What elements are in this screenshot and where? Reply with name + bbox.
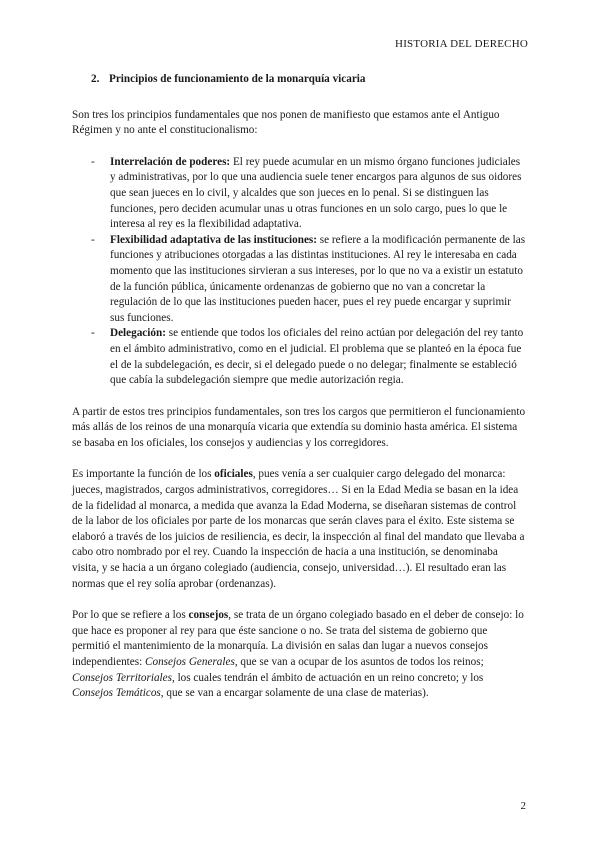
principle-term: Flexibilidad adaptativa de las instituciones: xyxy=(110,233,317,246)
section-heading xyxy=(91,72,526,88)
principle-text: se entiende que todos los oficiales del reino actúan por delegación del rey tanto en el ámbito administrativo, como en el judicial. El problema que se planteó en la época fue el de la subdelegación, es decir, si el delegado puede o no delegar; finalmente se estableció que cabía la subdelegación siempre que medie autorización regia. xyxy=(110,327,524,387)
list-item xyxy=(72,326,526,388)
consejos-text-1: , se trata de un órgano colegiado basado en el deber de consejo: lo que hace es proponer al rey para que éste sancione o no. Se trata del sistema de gobierno que permitió el mantenimiento de la monarquía. La división en salas dan lugar a nuevos consejos independientes: xyxy=(72,609,524,668)
page-content xyxy=(72,72,526,718)
principles-list xyxy=(72,155,526,389)
consejos-term: consejos xyxy=(188,609,229,622)
consejos-text-before: Por lo que se refiere a los xyxy=(72,609,189,622)
oficiales-paragraph xyxy=(72,467,526,592)
list-dash: - xyxy=(91,327,95,340)
list-item xyxy=(72,233,526,327)
list-item xyxy=(72,155,526,233)
page-number: 2 xyxy=(520,800,526,812)
oficiales-text-after: , pues venía a ser cualquier cargo delegado del monarca: jueces, magistrados, cargos administrativos, corregidores… Si en la Edad Media se basan en la idea de la fidelidad al monarca, a medida que avanza la Edad Moderna, se diseñaran sistemas de control de la labor de los oficiales por parte de los monarcas que serán claves para el éxito. Este sistema se elaboró a través de los juicios de resiliencia, es decir, la inspección al final del mandato que llevaba a cabo otro nombrado por el rey. Cuando la inspección de hacia a una institución, se denominaba visita, y se hacia a un órgano colegiado (audiencia, consejo, universidad…). El resultado eran las normas que el rey solía aprobar (ordenanzas). xyxy=(72,468,525,590)
consejos-text-3: los cuales tendrán el ámbito de actuación en un reino concreto; y los xyxy=(174,671,484,684)
list-dash: - xyxy=(91,233,95,246)
principle-term: Delegación: xyxy=(110,327,166,340)
running-header: HISTORIA DEL DERECHO xyxy=(395,38,528,50)
consejos-generales: Consejos Generales xyxy=(145,656,235,668)
principle-text: El rey puede acumular en un mismo órgano funciones judiciales y administrativas, por lo que una audiencia suele tener encargos para algunos de sus oidores que sean jueces en lo civil, y alcaldes que son jueces en lo penal. Si se distinguen las funciones, pero deciden acumular unas u otras funciones en un solo cargo, pues lo que le interesa al rey es la flexibilidad adaptativa. xyxy=(110,155,522,231)
list-dash: - xyxy=(91,155,95,168)
cargos-paragraph: A partir de estos tres principios fundamentales, son tres los cargos que permitieron el funcionamiento más allás de los reinos de una monarquía vicaria que extendía su dominio hasta américa. El sistema se basaba en los oficiales, los consejos y audiencias y los corregidores. xyxy=(72,405,526,449)
consejos-text-after: , que se van a encargar solamente de una clase de materias). xyxy=(160,687,429,700)
section-title: Principios de funcionamiento de la monarquía vicaria xyxy=(109,73,366,85)
consejos-paragraph xyxy=(72,608,526,702)
consejos-tematicos: Consejos Temáticos xyxy=(72,687,161,700)
principle-term: Interrelación de poderes: xyxy=(110,155,231,168)
oficiales-term: oficiales xyxy=(214,468,253,481)
section-number: 2. xyxy=(91,73,100,85)
consejos-text-2: , que se van a ocupar de los asuntos de todos los reinos; xyxy=(234,656,484,668)
principle-text: se refiere a la modificación permanente de las funciones y atribuciones otorgadas a las distintas instituciones. Al rey le interesaba en cada momento que las instituciones sirvieran a sus intereses, por lo que no va a existir un estatuto de la función pública, únicamente ordenanzas de gobierno que no van a concretar la regulación de lo que las instituciones pueden hacer, pues el rey puede encargar y suprimir sus funciones. xyxy=(110,233,526,324)
intro-paragraph: Son tres los principios fundamentales que nos ponen de manifiesto que estamos ante el Antiguo Régimen y no ante el constitucionalismo: xyxy=(72,108,500,137)
oficiales-text-before: Es importante la función de los xyxy=(72,468,215,481)
consejos-territoriales: Consejos Territoriales, xyxy=(72,671,175,684)
